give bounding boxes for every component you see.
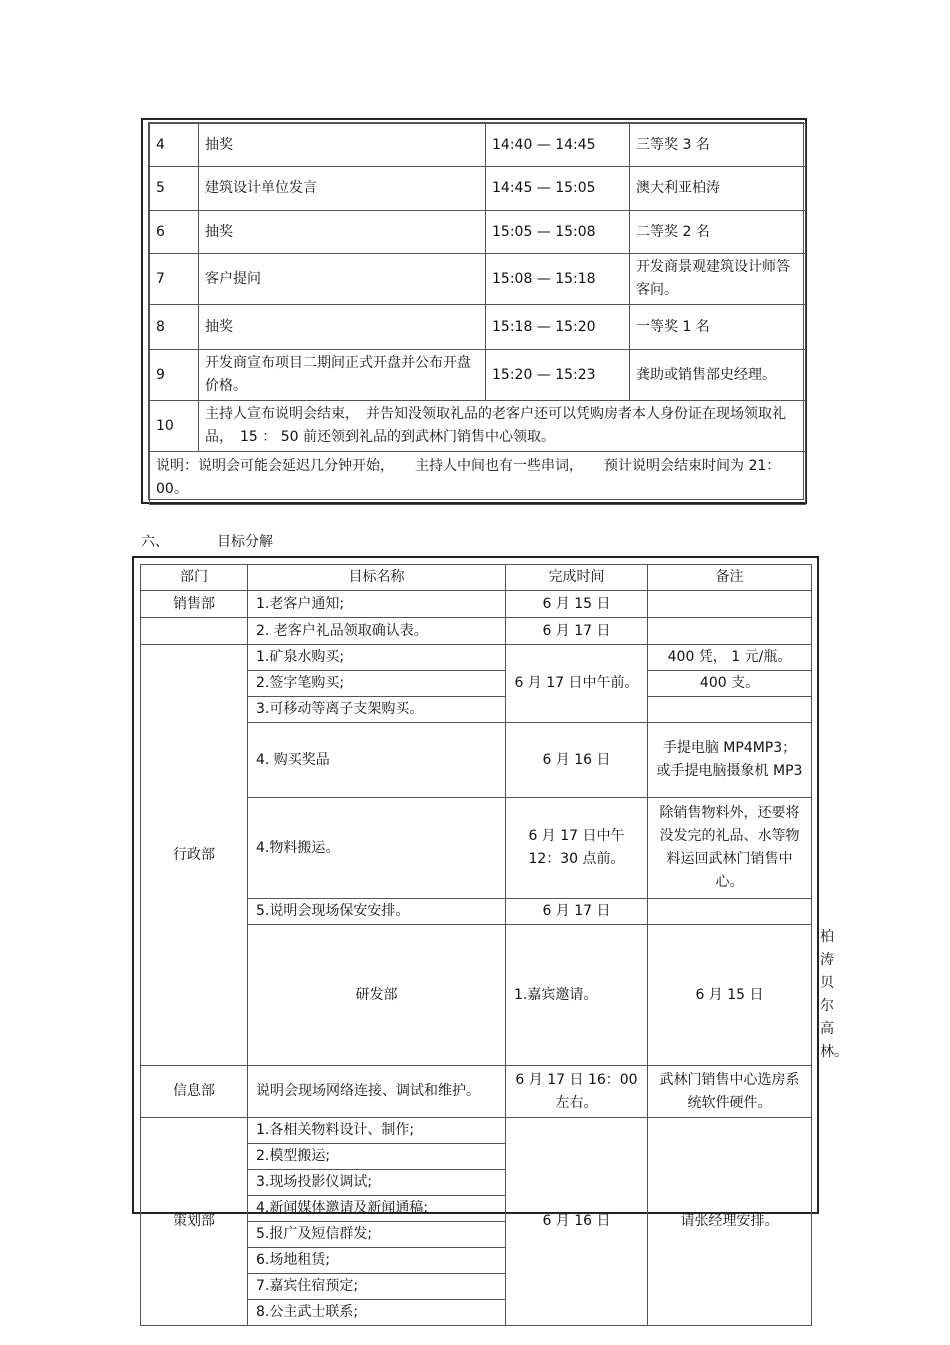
agenda-note: 开发商景观建筑设计师答客问。 bbox=[630, 254, 806, 305]
agenda-item: 抽奖 bbox=[199, 211, 486, 254]
goal-cell: 1.矿泉水购买; bbox=[248, 645, 506, 671]
agenda-item: 开发商宣布项目二期间正式开盘并公布开盘价格。 bbox=[199, 350, 486, 401]
section-title: 目标分解 bbox=[217, 534, 273, 550]
table-row bbox=[150, 305, 806, 350]
row-number: 8 bbox=[150, 305, 199, 350]
agenda-item: 建筑设计单位发言 bbox=[199, 167, 486, 211]
table-row bbox=[150, 401, 806, 452]
dept-sales: 销售部 bbox=[141, 591, 248, 618]
note-cell: 手提电脑 MP4MP3；或手提电脑摄象机 MP3 bbox=[648, 723, 812, 798]
table-header-row bbox=[141, 565, 812, 591]
note-cell bbox=[648, 591, 812, 618]
goal-cell: 2.模型搬运; bbox=[248, 1144, 506, 1170]
goal-cell: 3.现场投影仪调试; bbox=[248, 1170, 506, 1196]
time-range: 14:45 — 15:05 bbox=[486, 167, 630, 211]
table-row bbox=[141, 1118, 812, 1144]
table-row bbox=[141, 618, 812, 645]
section-number: 六、 bbox=[141, 534, 169, 550]
note-cell: 请张经理安排。 bbox=[648, 1118, 812, 1326]
time-range: 15:05 — 15:08 bbox=[486, 211, 630, 254]
agenda-note: 一等奖 1 名 bbox=[630, 305, 806, 350]
row-number: 5 bbox=[150, 167, 199, 211]
goal-cell: 2.签字笔购买; bbox=[248, 671, 506, 697]
table-row bbox=[141, 1066, 812, 1118]
header-note: 备注 bbox=[648, 565, 812, 591]
remark-row bbox=[150, 452, 806, 505]
time-range: 15:20 — 15:23 bbox=[486, 350, 630, 401]
header-goal: 目标名称 bbox=[248, 565, 506, 591]
table-row bbox=[141, 645, 812, 671]
dept-admin: 行政部 bbox=[141, 645, 248, 1066]
row-number: 9 bbox=[150, 350, 199, 401]
table-row bbox=[150, 124, 806, 167]
section-heading bbox=[141, 531, 273, 551]
goal-cell: 3.可移动等离子支架购买。 bbox=[248, 697, 506, 723]
goal-cell: 1.各相关物料设计、制作; bbox=[248, 1118, 506, 1144]
note-cell: 400 凭， 1 元/瓶。 bbox=[648, 645, 812, 671]
time-cell: 6 月 15 日 bbox=[506, 591, 648, 618]
goal-cell: 2. 老客户礼品领取确认表。 bbox=[248, 618, 506, 645]
agenda-item: 抽奖 bbox=[199, 305, 486, 350]
table-row bbox=[141, 591, 812, 618]
agenda-note: 龚助或销售部史经理。 bbox=[630, 350, 806, 401]
goal-cell: 6.场地租赁; bbox=[248, 1248, 506, 1274]
goal-cell: 1.老客户通知; bbox=[248, 591, 506, 618]
goal-cell: 1.嘉宾邀请。 bbox=[506, 925, 648, 1066]
closing-item: 主持人宣布说明会结束， 并告知没领取礼品的老客户还可以凭购房者本人身份证在现场领取礼品， 15 ： 50 前还领到礼品的到武林门销售中心领取。 bbox=[199, 401, 806, 452]
dept-rd: 研发部 bbox=[248, 925, 506, 1066]
goal-cell: 8.公主武士联系; bbox=[248, 1300, 506, 1326]
schedule-frame bbox=[141, 118, 807, 504]
agenda-note: 二等奖 2 名 bbox=[630, 211, 806, 254]
agenda-item: 抽奖 bbox=[199, 124, 486, 167]
agenda-note: 三等奖 3 名 bbox=[630, 124, 806, 167]
time-cell: 6 月 15 日 bbox=[648, 925, 812, 1066]
row-number: 7 bbox=[150, 254, 199, 305]
note-cell bbox=[648, 618, 812, 645]
table-row bbox=[150, 167, 806, 211]
agenda-item: 客户提问 bbox=[199, 254, 486, 305]
goal-cell: 说明会现场网络连接、调试和维护。 bbox=[248, 1066, 506, 1118]
table-row bbox=[150, 254, 806, 305]
note-cell: 400 支。 bbox=[648, 671, 812, 697]
note-cell bbox=[648, 899, 812, 925]
goal-cell: 4. 购买奖品 bbox=[248, 723, 506, 798]
goal-cell: 7.嘉宾住宿预定; bbox=[248, 1274, 506, 1300]
agenda-note: 澳大利亚柏涛 bbox=[630, 167, 806, 211]
time-cell: 6 月 17 日中午前。 bbox=[506, 645, 648, 723]
row-number: 10 bbox=[150, 401, 199, 452]
time-cell: 6 月 16 日 bbox=[506, 723, 648, 798]
schedule-remark: 说明：说明会可能会延迟几分钟开始， 主持人中间也有一些串词， 预计说明会结束时间为 21：00。 bbox=[150, 452, 806, 505]
time-cell: 6 月 16 日 bbox=[506, 1118, 648, 1326]
row-number: 4 bbox=[150, 124, 199, 167]
time-cell: 6 月 17 日 bbox=[506, 899, 648, 925]
row-number: 6 bbox=[150, 211, 199, 254]
goal-cell: 4.物料搬运。 bbox=[248, 798, 506, 899]
table-row: 研发部 1.嘉宾邀请。 6 月 15 日 柏涛贝尔高林。 bbox=[141, 925, 812, 1066]
note-cell: 武林门销售中心选房系统软件硬件。 bbox=[648, 1066, 812, 1118]
dept-info: 信息部 bbox=[141, 1066, 248, 1118]
schedule-table bbox=[149, 123, 806, 505]
time-cell: 6 月 17 日 16：00 左右。 bbox=[506, 1066, 648, 1118]
time-range: 15:18 — 15:20 bbox=[486, 305, 630, 350]
time-cell: 6 月 17 日 bbox=[506, 618, 648, 645]
header-dept: 部门 bbox=[141, 565, 248, 591]
targets-table bbox=[140, 564, 848, 1326]
dept-plan: 策划部 bbox=[141, 1118, 248, 1326]
targets-frame bbox=[132, 556, 848, 1320]
table-row bbox=[150, 350, 806, 401]
header-time: 完成时间 bbox=[506, 565, 648, 591]
dept-cell-empty bbox=[141, 618, 248, 645]
note-cell bbox=[648, 697, 812, 723]
schedule-inner bbox=[148, 122, 804, 500]
table-row bbox=[150, 211, 806, 254]
time-range: 15:08 — 15:18 bbox=[486, 254, 630, 305]
time-cell: 6 月 17 日中午 12：30 点前。 bbox=[506, 798, 648, 899]
time-range: 14:40 — 14:45 bbox=[486, 124, 630, 167]
goal-cell: 5.报广及短信群发; bbox=[248, 1222, 506, 1248]
note-cell: 除销售物料外，还要将没发完的礼品、水等物料运回武林门销售中心。 bbox=[648, 798, 812, 899]
goal-cell: 4.新闻媒体邀请及新闻通稿; bbox=[248, 1196, 506, 1222]
goal-cell: 5.说明会现场保安安排。 bbox=[248, 899, 506, 925]
